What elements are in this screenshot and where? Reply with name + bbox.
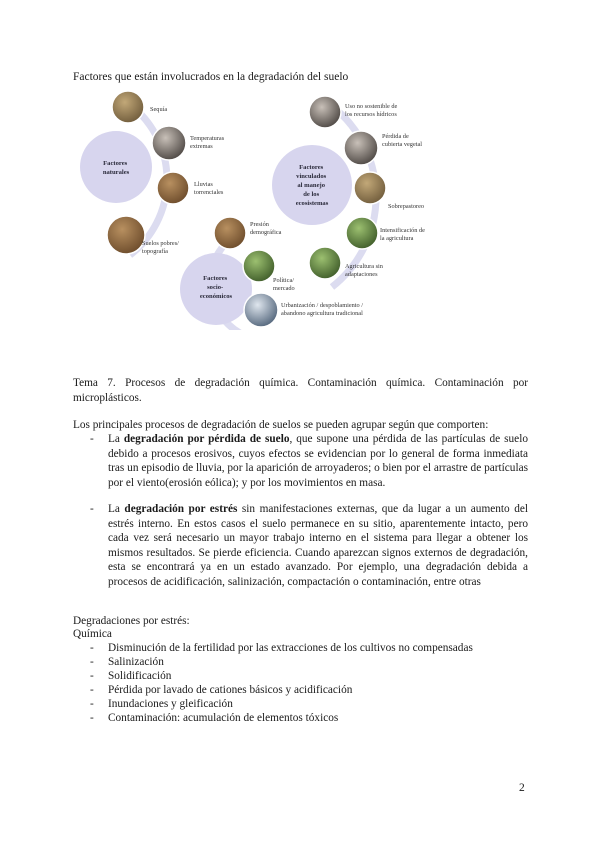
list-item: Pérdida por lavado de cationes básicos y acidificación [108,684,353,696]
bullet-erosion: La degradación por pérdida de suelo, que supone una pérdida de las partículas de suelo debido a procesos erosivos, cuyos efectos se evidencian por lo general de forma inmediata tras un episodio de lluvia, por la aparición de arroyaderos; o bien por el arrastre de partículas por el viento(erosión eólica); y por los movimientos en masa. [108,433,528,489]
term-degradacion-perdida: degradación por pérdida de suelo [123,433,290,445]
svg-text:Temperaturasextremas: Temperaturas extremas [190,135,225,150]
factor-overgrazing [354,172,424,210]
quimica-heading: Química [73,628,112,640]
factor-demographic-pressure [214,217,282,249]
bullet-stress: La degradación por estrés sin manifestaciones externas, que da lugar a un aumento del estrés interno. En estos casos el suelo permanece en su sitio, aparentemente intacto, pero cada vez será necesario un mayor trabajo interno en el sistema para llegar a obtener los mismos resultados. Se pierde eficiencia. Cuando aparezcan signos externos de degradación, esta se encontrará ya en un estado avanzado. Por ejemplo, una degradación debida a procesos de acidificación, salinización, compactación o contaminación, entre otras [108,503,528,588]
page-number: 2 [519,782,525,794]
factor-extreme-temperatures [152,126,225,160]
svg-text:Suelos pobres/topografía: Suelos pobres/ topografía [142,240,179,255]
factor-torrential-rain [157,172,224,204]
term-degradacion-estres: degradación por estrés [124,503,238,515]
svg-text:Factores socio- ec: Factores socio- económicos [199,275,233,300]
list-dash: - [90,656,94,668]
hub-natural [80,131,152,203]
bullet-dash: - [90,503,94,515]
factor-urbanization [244,293,363,327]
list-item: Salinización [108,656,164,668]
svg-text:Pérdida decubierta vegetal: Pérdida de cubierta vegetal [382,133,423,148]
svg-text:Factores vinculados: Factores vinculados al manejo de los ecosistemas [295,164,329,207]
list-item: Disminución de la fertilidad por las extracciones de los cultivos no compensadas [108,642,473,654]
intro-paragraph: Los principales procesos de degradación de suelos se pueden agrupar según que comporten: [73,419,489,431]
factor-poor-soils [107,216,179,255]
svg-text:Lluviastorrenciales: Lluvias torrenciales [194,181,224,196]
list-item: Solidificación [108,670,172,682]
svg-text:Urbanización / despoblamiento: Urbanización / despoblamiento / abandono agricultura tradicional [281,302,364,317]
stress-heading: Degradaciones por estrés: [73,615,190,627]
degradation-factors-diagram [70,85,530,330]
hub-socio-economic [180,253,252,325]
list-item: Inundaciones y gleificación [108,698,233,710]
svg-text:Uso no sostenible delos recurs: Uso no sostenible de los recursos hídricos [345,103,398,118]
svg-text:Intensificación dela agricultu: Intensificación de la agricultura [380,227,425,242]
list-dash: - [90,670,94,682]
svg-text:Sequía: Sequía [150,106,168,113]
figure-caption: Factores que están involucrados en la degradación del suelo [73,71,349,83]
factor-vegetation-loss [344,131,422,165]
svg-text:Factores naturales: Factores naturales [102,160,130,176]
list-item: Contaminación: acumulación de elementos tóxicos [108,712,339,724]
factor-drought [112,91,167,123]
list-dash: - [90,642,94,654]
svg-text:Agricultura sinadaptaciones: Agricultura sin adaptaciones [345,263,383,278]
svg-text:Sobrepastoreo: Sobrepastoreo [388,203,425,210]
list-dash: - [90,712,94,724]
svg-text:Presióndemográfica: Presión demográfica [250,221,282,236]
list-dash: - [90,698,94,710]
hub-ecosystem-management [272,145,352,225]
bullet-dash: - [90,433,94,445]
list-dash: - [90,684,94,696]
factor-unadapted-agriculture [309,247,384,279]
factor-agricultural-intensification [346,217,425,249]
svg-text:Política/mercado: Política/ mercado [273,277,295,292]
tema-heading: Tema 7. Procesos de degradación química. Contaminación química. Contaminación por microplásticos. [73,377,528,404]
